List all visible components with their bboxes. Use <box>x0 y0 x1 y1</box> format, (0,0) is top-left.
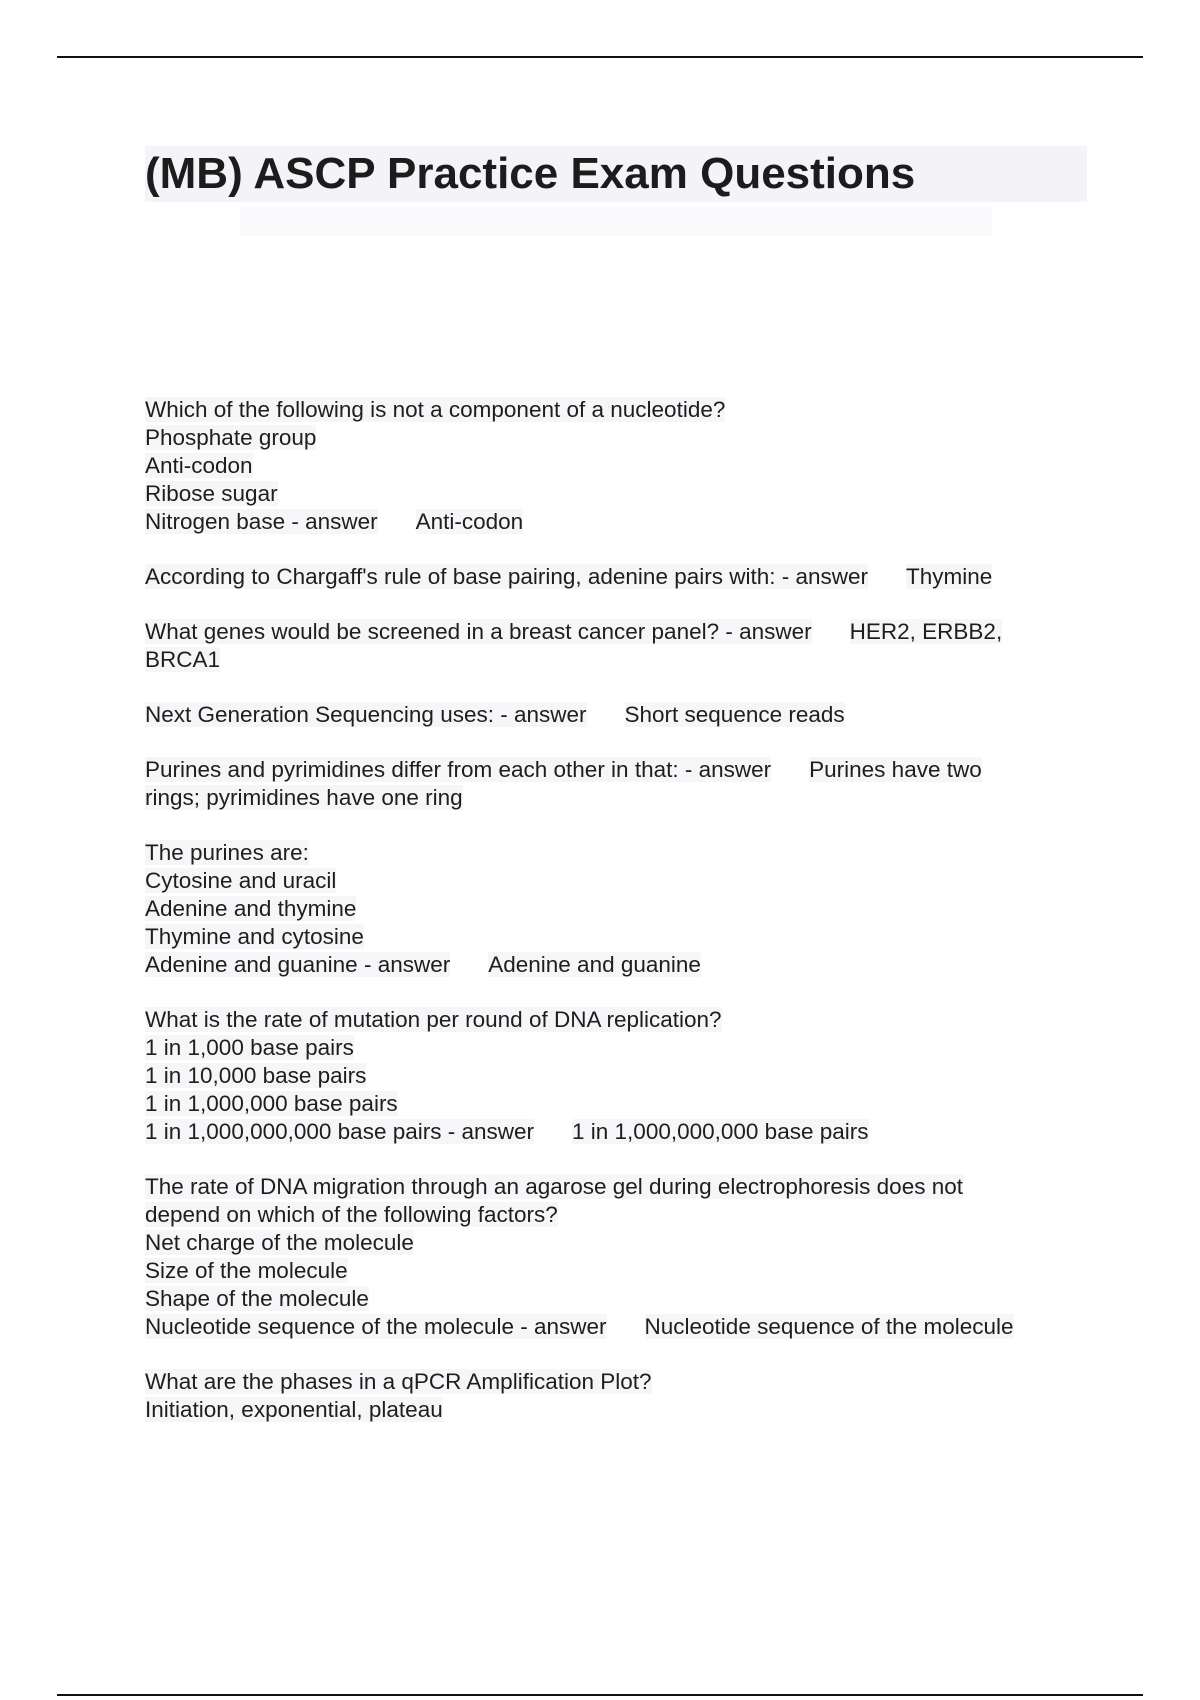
answer-label: What genes would be screened in a breast cancer panel? - answer <box>145 619 812 644</box>
question-text: Which of the following is not a component of a nucleotide? <box>145 397 726 422</box>
question-option: 1 in 1,000,000 base pairs <box>145 1091 398 1116</box>
question-option: Cytosine and uracil <box>145 868 337 893</box>
question-text: The purines are: <box>145 840 309 865</box>
answer-label: Adenine and guanine - answer <box>145 952 451 977</box>
answer-text: Anti-codon <box>415 509 524 534</box>
question-block <box>145 1368 1085 1424</box>
question-text: depend on which of the following factors? <box>145 1202 558 1227</box>
question-option-with-answer <box>145 508 1085 536</box>
answer-text: Purines have two <box>809 757 982 782</box>
answer-label: Nucleotide sequence of the molecule - answer <box>145 1314 607 1339</box>
answer-text: HER2, ERBB2, <box>849 619 1003 644</box>
question-option: Adenine and thymine <box>145 896 357 921</box>
question-option: Size of the molecule <box>145 1258 348 1283</box>
question-block <box>145 618 1085 674</box>
question-option: Phosphate group <box>145 425 317 450</box>
question-option-with-answer <box>145 1313 1085 1341</box>
question-option-with-answer <box>145 1118 1085 1146</box>
question-text: What are the phases in a qPCR Amplification Plot? <box>145 1369 652 1394</box>
question-option-with-answer <box>145 951 1085 979</box>
question-block <box>145 839 1085 979</box>
question-with-answer <box>145 618 1085 646</box>
answer-continuation: BRCA1 <box>145 647 221 672</box>
question-block <box>145 563 1085 591</box>
answer-continuation: rings; pyrimidines have one ring <box>145 785 463 810</box>
question-option: Thymine and cytosine <box>145 924 364 949</box>
bottom-rule <box>57 1694 1143 1696</box>
question-block <box>145 701 1085 729</box>
answer-label: Nitrogen base - answer <box>145 509 378 534</box>
answer-text: Adenine and guanine <box>488 952 701 977</box>
question-text: The rate of DNA migration through an agarose gel during electrophoresis does not <box>145 1174 963 1199</box>
answer-label: Purines and pyrimidines differ from each other in that: - answer <box>145 757 772 782</box>
question-option: Anti-codon <box>145 453 253 478</box>
question-option: 1 in 1,000 base pairs <box>145 1035 354 1060</box>
question-text: What is the rate of mutation per round of DNA replication? <box>145 1007 722 1032</box>
answer-text: Short sequence reads <box>624 702 845 727</box>
question-option: Shape of the molecule <box>145 1286 369 1311</box>
question-option: 1 in 10,000 base pairs <box>145 1063 367 1088</box>
question-block <box>145 1173 1085 1341</box>
question-option: Net charge of the molecule <box>145 1230 414 1255</box>
questions-list <box>145 396 1085 1451</box>
question-with-answer <box>145 563 1085 591</box>
answer-label: 1 in 1,000,000,000 base pairs - answer <box>145 1119 535 1144</box>
answer-text: Nucleotide sequence of the molecule <box>644 1314 1014 1339</box>
title-highlight-shadow <box>240 206 992 236</box>
answer-label: According to Chargaff's rule of base pairing, adenine pairs with: - answer <box>145 564 869 589</box>
document-title: (MB) ASCP Practice Exam Questions <box>145 146 1087 202</box>
question-option: Initiation, exponential, plateau <box>145 1397 443 1422</box>
question-block <box>145 756 1085 812</box>
answer-text: Thymine <box>906 564 993 589</box>
question-block <box>145 396 1085 536</box>
question-block <box>145 1006 1085 1146</box>
question-with-answer <box>145 756 1085 784</box>
answer-label: Next Generation Sequencing uses: - answer <box>145 702 587 727</box>
top-rule <box>57 56 1143 58</box>
question-with-answer <box>145 701 1085 729</box>
answer-text: 1 in 1,000,000,000 base pairs <box>572 1119 869 1144</box>
question-option: Ribose sugar <box>145 481 278 506</box>
